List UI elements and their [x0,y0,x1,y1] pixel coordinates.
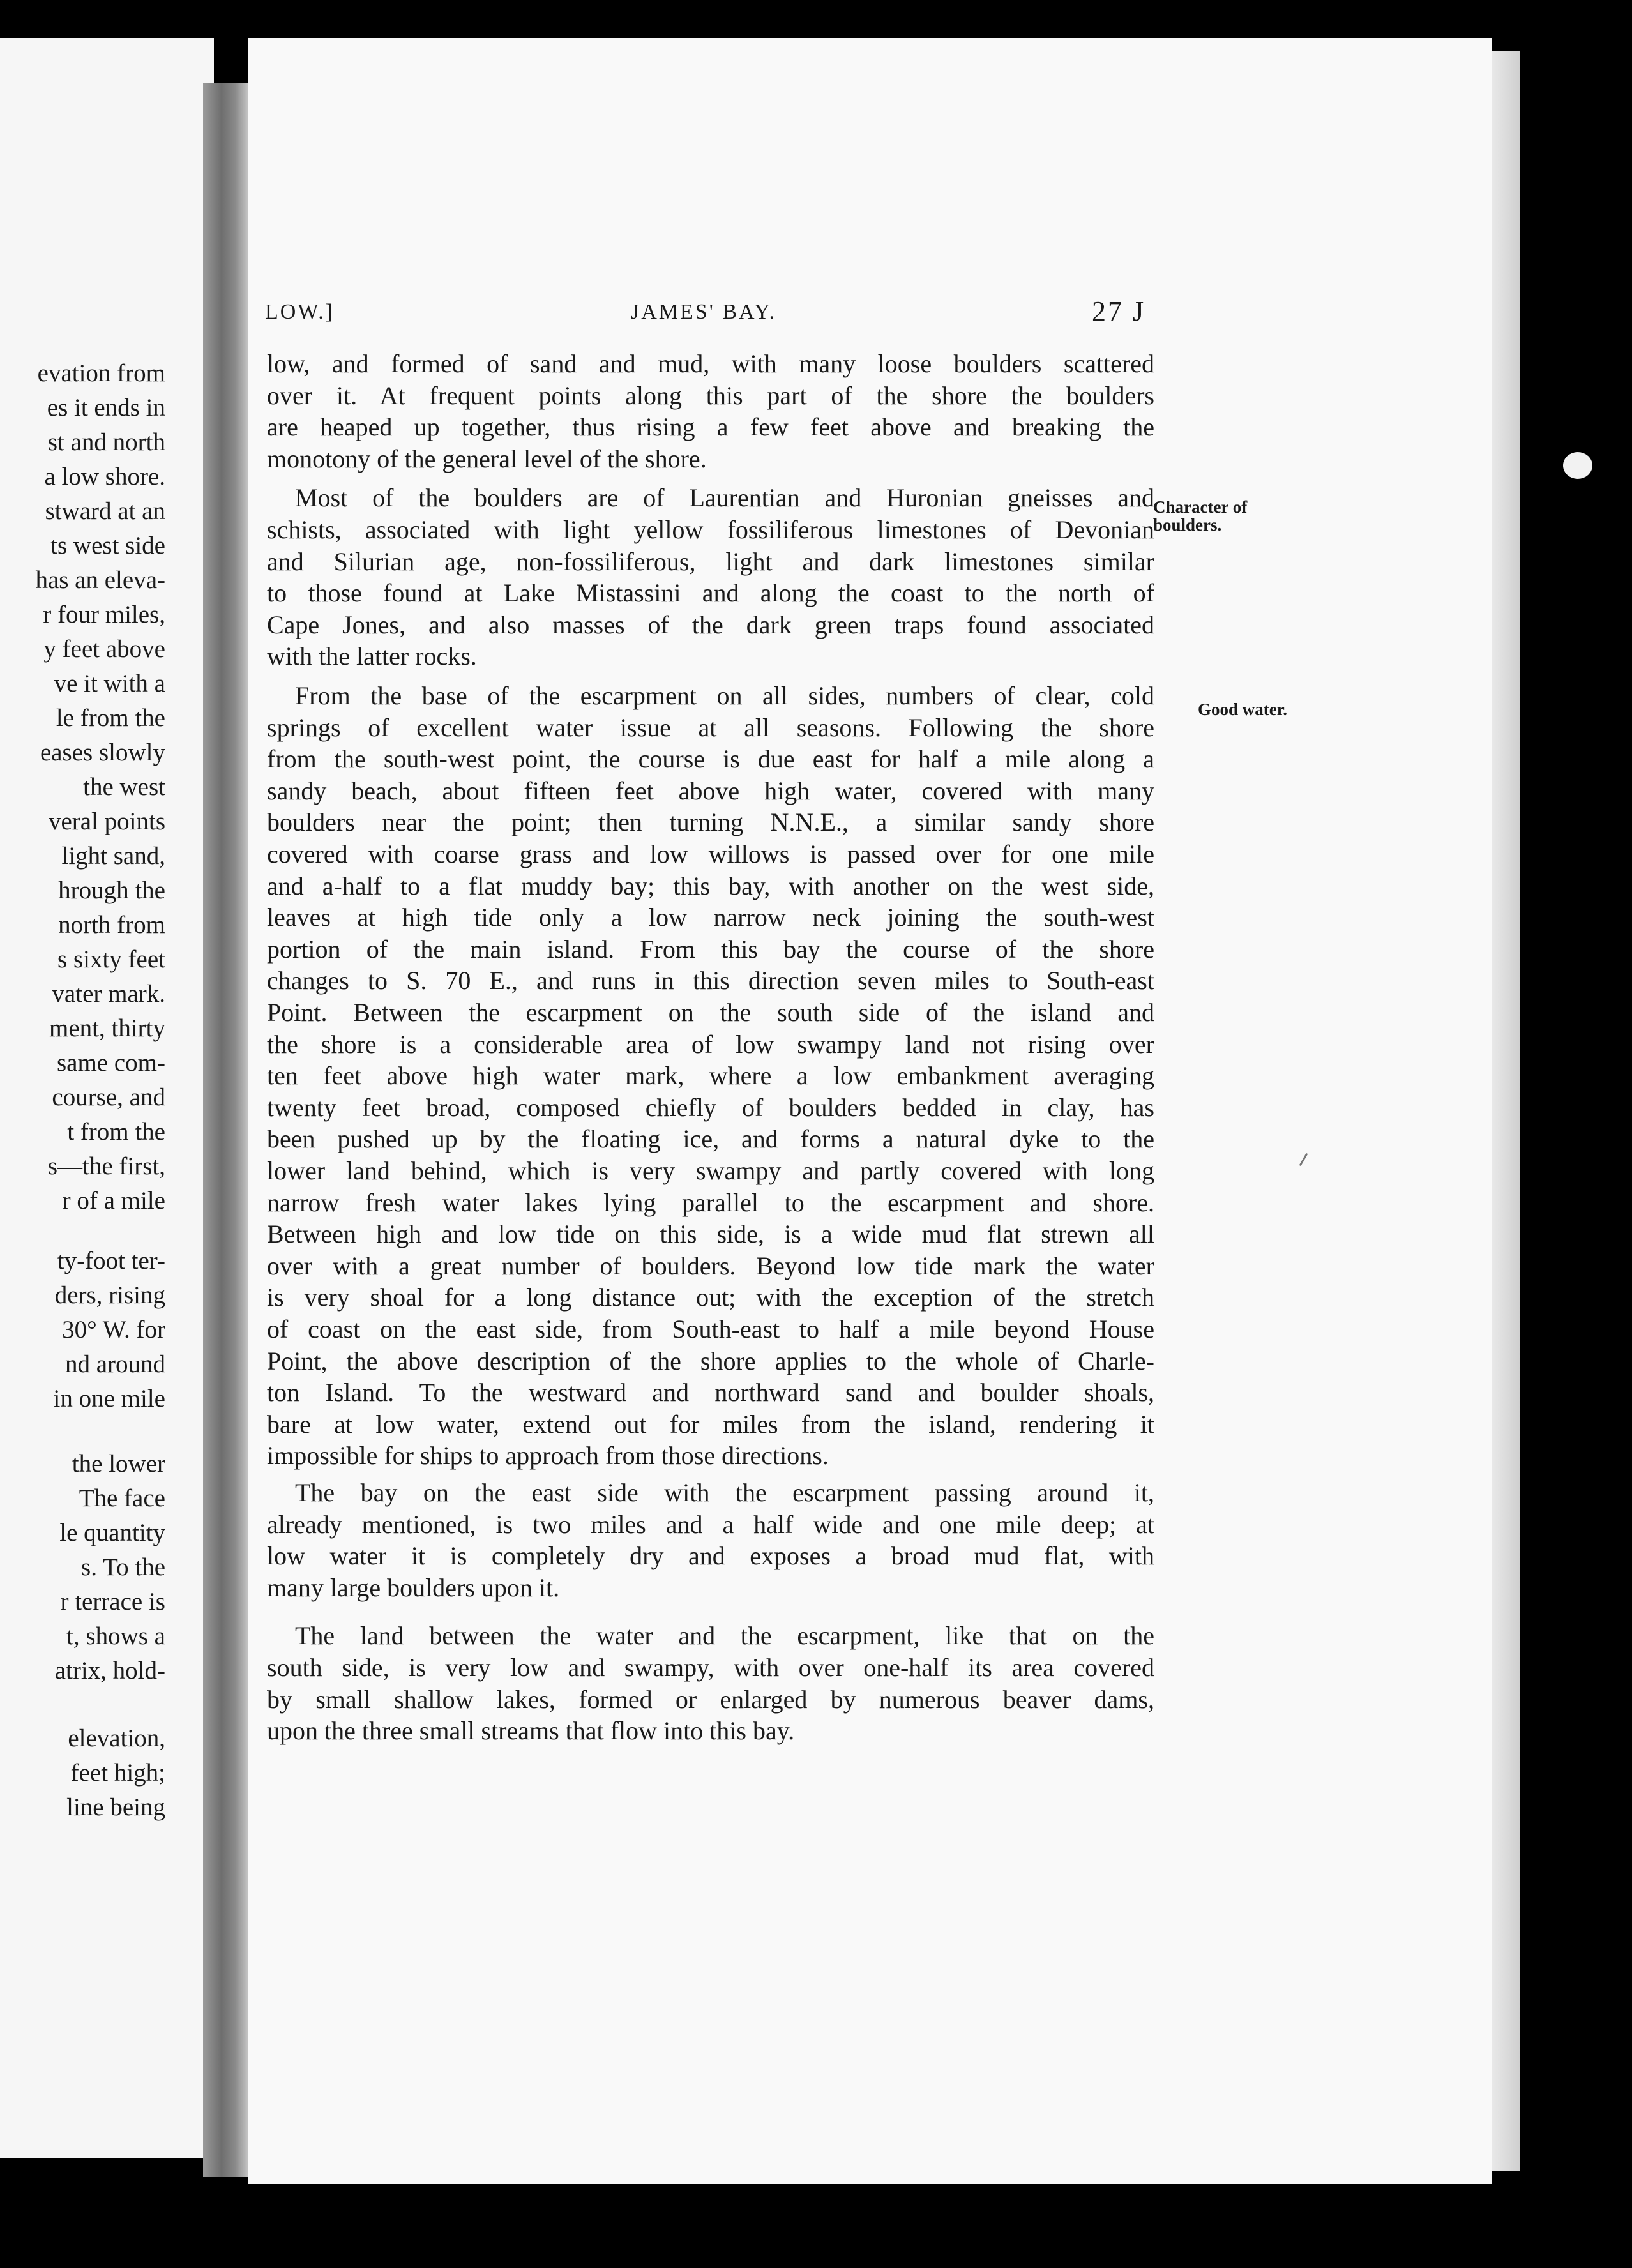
left-page-line: t, shows a [66,1622,165,1650]
text-line: is very shoal for a long distance out; with the exception of the stretch [267,1283,1154,1312]
text-line: from the south-west point, the course is due east for half a mile along a [267,745,1154,774]
text-line: monotony of the general level of the shore. [267,444,707,473]
left-page-line: ts west side [50,532,165,559]
left-page-line: s sixty feet [57,946,165,973]
left-page-line: stward at an [45,497,165,525]
text-line: Point. Between the escarpment on the south side of the island and [267,998,1154,1027]
left-page-line: s. To the [81,1554,165,1581]
left-page-line: s—the first, [47,1153,165,1180]
text-line: south side, is very low and swampy, with over one-half its area covered [267,1653,1154,1682]
left-page-line: ders, rising [54,1281,165,1309]
text-line: many large boulders upon it. [267,1573,560,1602]
text-line: ton Island. To the westward and northward sand and boulder shoals, [267,1378,1154,1407]
left-page-line: vater mark. [52,980,165,1008]
left-page-line: has an eleva- [35,566,165,594]
running-title: JAMES' BAY. [631,300,777,324]
text-line: low water it is completely dry and exposes a broad mud flat, with [267,1541,1154,1571]
text-line: changes to S. 70 E., and runs in this direction seven miles to South-east [267,966,1154,995]
text-line: twenty feet broad, composed chiefly of boulders bedded in clay, has [267,1092,1154,1122]
text-line: narrow fresh water lakes lying parallel to the escarpment and shore. [267,1188,1154,1217]
left-page-line: r four miles, [43,601,165,628]
margin-note-line: Character of [1153,497,1248,517]
text-line: sandy beach, about fifteen feet above high water, covered with many [267,776,1154,805]
text-line: upon the three small streams that flow into this bay. [267,1716,795,1746]
text-line: impossible for ships to approach from those directions. [267,1441,829,1470]
page-number: 27 J [1092,296,1146,327]
text-line: been pushed up by the floating ice, and forms a natural dyke to the [267,1124,1154,1154]
left-page-line: elevation, [68,1725,165,1752]
text-line: already mentioned, is two miles and a half wide and one mile deep; at [267,1509,1154,1539]
text-line: From the base of the escarpment on all sides, numbers of clear, cold [295,681,1154,710]
left-page-line: hrough the [58,877,165,904]
left-page-line: ve it with a [54,670,165,697]
left-page-line: 30° W. for [62,1316,165,1343]
left-page-line: course, and [52,1084,165,1111]
left-page-line: evation from [37,359,165,387]
text-line: Between high and low tide on this side, is a wide mud flat strewn all [267,1220,1154,1249]
text-line: and a-half to a flat muddy bay; this bay, with another on the west side, [267,871,1154,900]
text-line: to those found at Lake Mistassini and along the coast to the north of [267,578,1154,608]
left-page-line: ty-foot ter- [57,1247,165,1274]
left-page-line: nd around [64,1350,165,1378]
left-page-line: t from the [67,1118,165,1145]
left-page-line: y feet above [43,635,165,663]
text-line: and Silurian age, non-fossiliferous, light and dark limestones similar [267,547,1154,576]
text-line: of coast on the east side, from South-east to half a mile beyond House [267,1315,1154,1343]
left-page-line: in one mile [53,1385,165,1412]
left-page-line: ment, thirty [49,1015,165,1042]
text-line: schists, associated with light yellow fossiliferous limestones of Devonian [267,515,1154,544]
left-page-line: st and north [47,428,165,456]
text-line: springs of excellent water issue at all seasons. Following the shore [267,713,1154,742]
text-line: are heaped up together, thus rising a few feet above and breaking the [267,412,1154,442]
margin-note-line: boulders. [1153,515,1222,535]
left-page-line: r of a mile [62,1187,165,1214]
text-line: boulders near the point; then turning N.N.E., a similar sandy shore [267,808,1154,837]
left-page-line: a low shore. [44,463,165,490]
margin-note-good-water: Good water. [1198,700,1287,719]
left-page-line: light sand, [61,842,165,870]
text-line: ten feet above high water mark, where a low embankment averaging [267,1061,1154,1091]
section-marker: LOW.] [265,300,335,324]
left-page-line: le from the [56,704,165,732]
left-page-line: feet high; [70,1759,165,1787]
text-line: low, and formed of sand and mud, with many loose boulders scattered [267,349,1154,378]
left-page-line: veral points [48,808,165,835]
text-line: over it. At frequent points along this part of the shore the boulders [267,381,1154,410]
left-page-line: r terrace is [60,1588,165,1615]
margin-note-boulders [1153,498,1247,534]
left-page-line: north from [58,911,165,939]
left-page-line: atrix, hold- [54,1657,165,1684]
book-spine-shadow [203,83,249,2177]
page-edge-shadow [1492,51,1520,2171]
text-line: The land between the water and the escarpment, like that on the [295,1621,1154,1651]
left-page-line: The face [79,1485,165,1512]
text-line: covered with coarse grass and low willows is passed over for one mile [267,840,1154,868]
left-page-line: the west [83,773,165,801]
left-page [0,38,214,2158]
text-line: Most of the boulders are of Laurentian and Huronian gneisses and [295,483,1154,513]
text-line: by small shallow lakes, formed or enlarged by numerous beaver dams, [267,1684,1154,1714]
text-line: with the latter rocks. [267,642,477,671]
text-line: the shore is a considerable area of low swampy land not rising over [267,1029,1154,1059]
text-line: portion of the main island. From this bay the course of the shore [267,934,1154,964]
text-line: over with a great number of boulders. Beyond low tide mark the water [267,1251,1154,1280]
left-page-line: line being [66,1794,165,1821]
text-line: Cape Jones, and also masses of the dark green traps found associated [267,610,1154,639]
left-page-line: same com- [56,1049,165,1077]
text-line: The bay on the east side with the escarpment passing around it, [295,1478,1154,1507]
left-page-line: eases slowly [40,739,165,766]
margin-blot [1563,452,1592,479]
text-line: leaves at high tide only a low narrow neck joining the south-west [267,903,1154,932]
text-line: lower land behind, which is very swampy and partly covered with long [267,1156,1154,1185]
text-line: Point, the above description of the shore applies to the whole of Charle- [267,1346,1154,1375]
text-line: bare at low water, extend out for miles from the island, rendering it [267,1409,1154,1439]
left-page-line: the lower [72,1450,165,1478]
left-page-line: le quantity [59,1519,165,1546]
left-page-line: es it ends in [47,394,165,421]
